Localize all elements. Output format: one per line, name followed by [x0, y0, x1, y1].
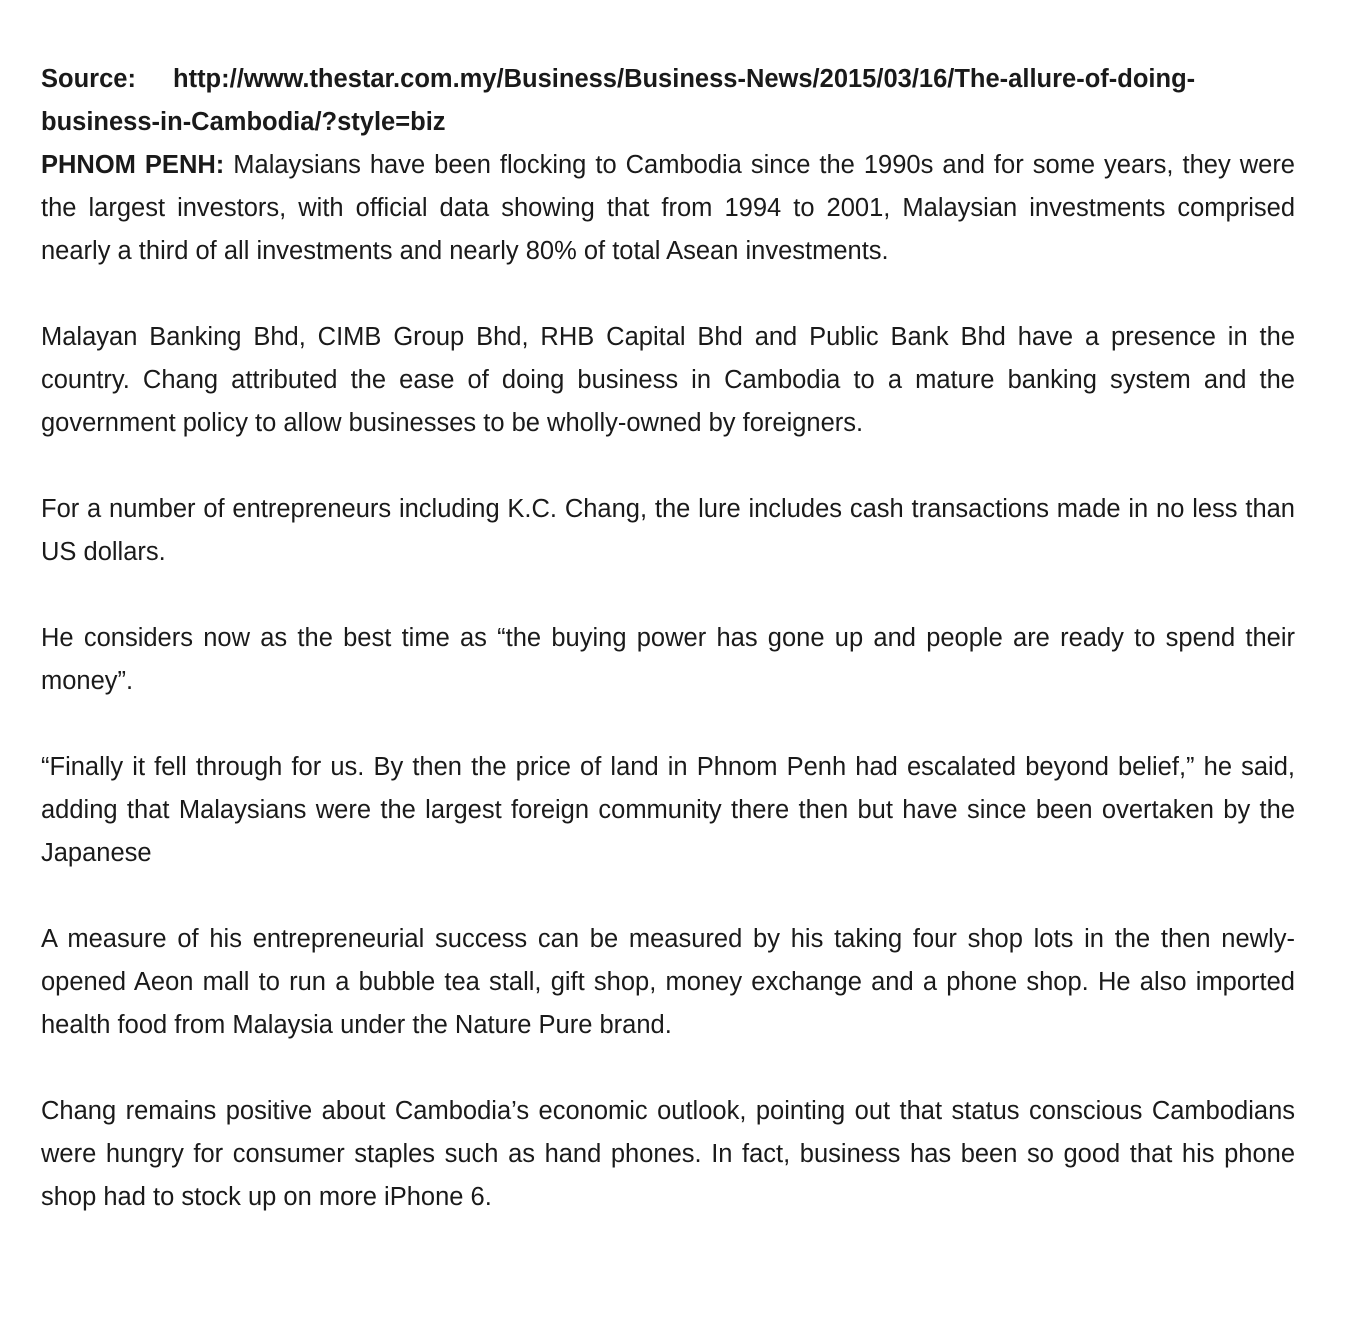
source-url-part-2: business-in-Cambodia/?style=biz	[41, 108, 446, 136]
paragraph-entrepreneurial-success: A measure of his entrepreneurial success can be measured by his taking four shop lots in the then newly-opened Aeon mall to run a bubble tea stall, gift shop, money exchange and a phone shop. He also imported health food from Malaysia under the Nature Pure brand.	[41, 925, 1295, 1039]
dateline: PHNOM PENH:	[41, 151, 225, 179]
paragraph-land-price: “Finally it fell through for us. By then the price of land in Phnom Penh had escalated beyond belief,” he said, adding that Malaysians were the largest foreign community there then but have since been overtaken by the Japanese	[41, 753, 1295, 867]
source-url-part-1: http://www.thestar.com.my/Business/Business-News/2015/03/16/The-allure-of-doing-	[173, 65, 1196, 93]
paragraph-buying-power: He considers now as the best time as “the buying power has gone up and people are ready to spend their money”.	[41, 624, 1295, 695]
source-line	[41, 58, 1295, 101]
lead-paragraph	[41, 144, 1295, 273]
document-page	[41, 58, 1295, 1262]
paragraph-economic-outlook: Chang remains positive about Cambodia’s economic outlook, pointing out that status conscious Cambodians were hungry for consumer staples such as hand phones. In fact, business has been so good that his phone shop had to stock up on more iPhone 6.	[41, 1097, 1295, 1211]
lead-text: Malaysians have been flocking to Cambodia since the 1990s and for some years, they were the largest investors, with official data showing that from 1994 to 2001, Malaysian investments comprised nearly a third of all investments and nearly 80% of total Asean investments.	[41, 151, 1295, 265]
paragraph-banks: Malayan Banking Bhd, CIMB Group Bhd, RHB Capital Bhd and Public Bank Bhd have a presence in the country. Chang attributed the ease of doing business in Cambodia to a mature banking system and the government policy to allow businesses to be wholly-owned by foreigners.	[41, 323, 1295, 437]
paragraph-entrepreneurs: For a number of entrepreneurs including K.C. Chang, the lure includes cash transactions made in no less than US dollars.	[41, 495, 1295, 566]
source-label: Source:	[41, 65, 136, 93]
